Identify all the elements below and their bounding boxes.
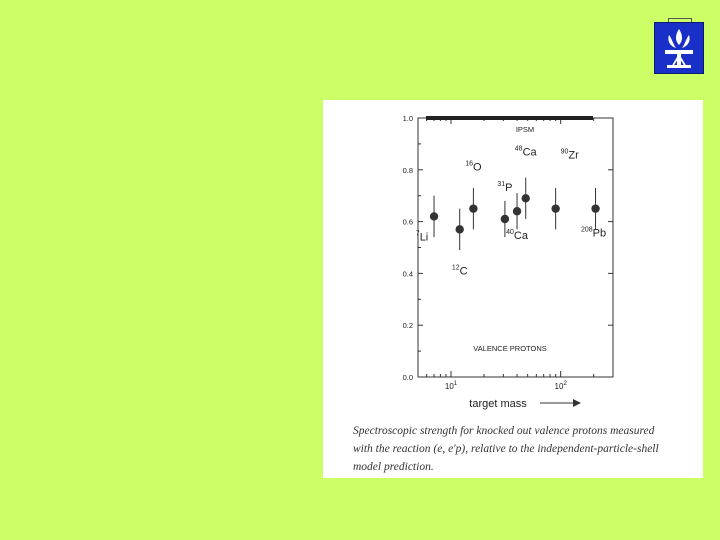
nuclide-mass: 7 [415,230,420,238]
university-logo [652,18,704,74]
reference-line-label: IPSM [515,125,535,134]
data-point [501,215,509,223]
data-point [455,225,463,233]
nuclide-element: P [505,182,513,195]
data-point [591,204,599,212]
university-emblem-icon [654,22,704,74]
nuclide-mass: 12 [451,264,460,272]
plot-frame [415,118,613,377]
caption-line-2: with the reaction (e, e′p), relative to the independent-particle-shell [353,443,659,455]
x-axis-label: target mass [469,398,527,410]
y-tick-label: 0.4 [402,269,413,279]
nuclide-mass: 31 [497,181,506,189]
data-point [513,207,521,215]
x-tick-base: 10 [444,382,454,391]
nuclide-element: Li [419,231,429,244]
nuclide-mass: 16 [465,160,474,168]
caption-line-3: model prediction. [353,461,434,473]
nuclide-element: Pb [592,227,607,240]
x-tick-base: 10 [554,382,564,391]
data-point [522,194,530,202]
x-tick-exponent: 2 [563,381,567,387]
nuclide-mass: 208 [580,226,593,234]
nuclide-label [561,149,580,162]
nuclide-element: Ca [513,230,528,243]
nuclide-element: O [473,161,482,174]
y-tick-label: 0.2 [402,321,413,331]
nuclide-label [465,161,482,174]
data-point [469,204,477,212]
nuclide-label [515,145,538,158]
x-tick-label [445,381,458,391]
y-tick-label: 0.0 [402,373,413,382]
x-tick-label [555,381,568,391]
x-tick-exponent: 1 [453,381,458,387]
nuclide-element: Ca [522,146,537,159]
nuclide-mass: 40 [506,229,514,237]
data-point [430,212,438,220]
nuclide-element: C [459,265,468,278]
nuclide-element: Zr [568,149,579,162]
nuclide-label [506,229,529,242]
nuclide-label [497,181,512,194]
nuclide-mass: 90 [560,148,569,156]
y-tick-label: 1.0 [402,114,413,123]
y-tick-label: 0.6 [402,217,413,227]
figure-panel [323,100,703,478]
nuclide-label [452,264,468,277]
caption-line-1: Spectroscopic strength for knocked out valence protons measured [353,425,655,437]
nuclide-mass: 48 [514,145,523,153]
x-axis-arrow-head [573,399,581,407]
y-tick-label: 0.8 [402,165,413,175]
data-point [551,204,559,212]
chart-annotation: VALENCE PROTONS [473,344,547,354]
chart [323,100,703,420]
nuclide-label [581,227,606,240]
figure-caption [353,422,698,476]
chart-labels [416,125,606,410]
